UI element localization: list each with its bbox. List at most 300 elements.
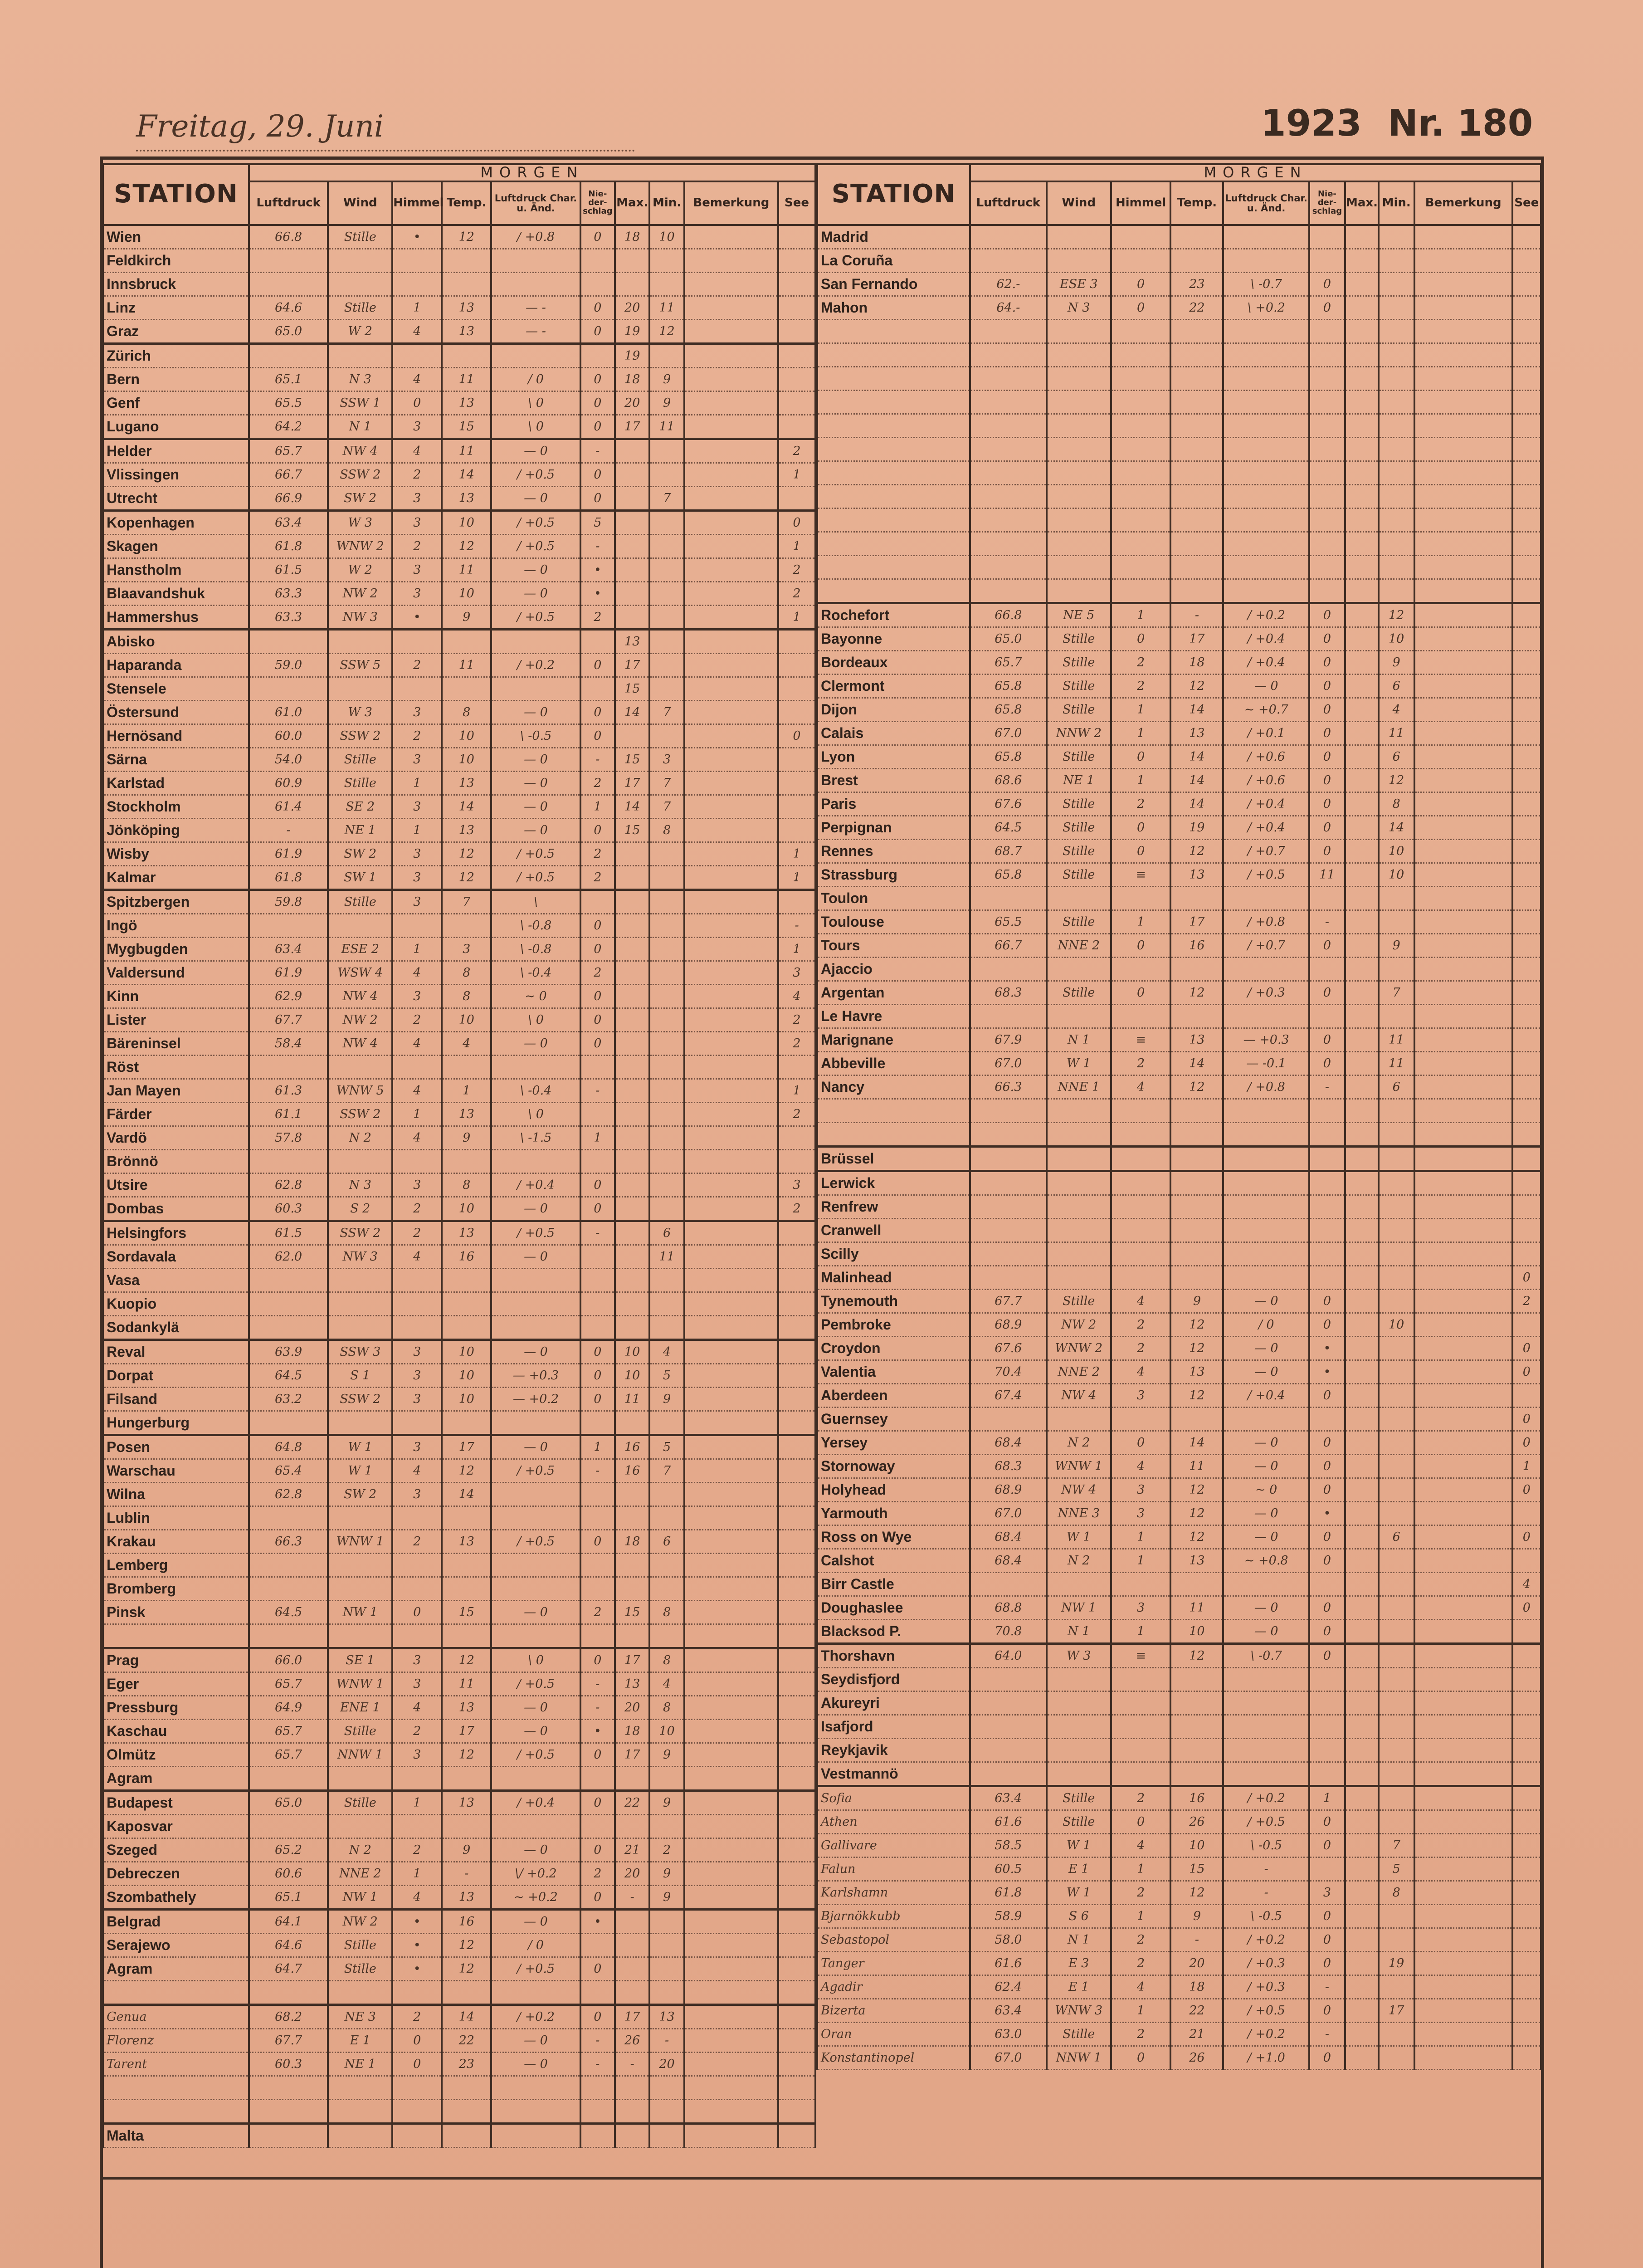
niederschlag-cell: [580, 1624, 615, 1648]
station-name: Konstantinopel: [817, 2046, 970, 2069]
char-cell: [1223, 343, 1309, 367]
luftdruck-cell: 64.-: [970, 296, 1047, 319]
wind-cell: NE 5: [1047, 603, 1111, 627]
niederschlag-cell: [580, 272, 615, 296]
see-cell: 1: [778, 1079, 815, 1102]
min-cell: [1379, 1715, 1414, 1738]
station-row: [817, 367, 1541, 390]
himmel-cell: [392, 629, 442, 653]
station-name: Utrecht: [103, 486, 249, 510]
char-cell: \ -0.4: [491, 961, 580, 984]
station-row: [817, 1928, 1541, 1951]
max-cell: 10: [615, 1339, 649, 1364]
wind-cell: Stille: [328, 890, 392, 914]
max-cell: [1345, 1454, 1379, 1478]
see-cell: [1512, 461, 1541, 484]
wind-cell: W 1: [1047, 1833, 1111, 1857]
luftdruck-cell: 65.2: [249, 1838, 328, 1862]
max-cell: [1345, 1596, 1379, 1619]
bemerkung-cell: [1414, 1999, 1512, 2022]
luftdruck-cell: [970, 555, 1047, 579]
bemerkung-cell: [1414, 698, 1512, 721]
char-cell: / +0.8: [1223, 910, 1309, 934]
left-station-table: [102, 163, 816, 2148]
see-cell: [1512, 981, 1541, 1004]
luftdruck-cell: 61.3: [249, 1079, 328, 1102]
station-row: [103, 1482, 815, 1506]
see-cell: [1512, 957, 1541, 981]
station-row: [817, 1028, 1541, 1051]
luftdruck-cell: [970, 437, 1047, 461]
temp-cell: [442, 629, 491, 653]
char-cell: \ -0.5: [491, 724, 580, 748]
temp-cell: 23: [1170, 272, 1223, 296]
see-cell: [1512, 1833, 1541, 1857]
temp-cell: 10: [442, 748, 491, 771]
min-cell: [1379, 957, 1414, 981]
bemerkung-cell: [684, 1387, 778, 1411]
bemerkung-cell: [684, 510, 778, 534]
wind-cell: NW 2: [328, 1008, 392, 1031]
himmel-cell: 4: [392, 1245, 442, 1268]
temp-cell: [442, 1292, 491, 1315]
luftdruck-cell: 68.8: [970, 1596, 1047, 1619]
char-cell: ~ +0.2: [491, 1885, 580, 1909]
bemerkung-cell: [1414, 1146, 1512, 1171]
himmel-cell: 4: [1111, 1975, 1171, 1999]
min-cell: 9: [649, 1862, 684, 1885]
max-cell: [1345, 272, 1379, 296]
himmel-cell: [1111, 1218, 1171, 1242]
min-cell: 8: [649, 1648, 684, 1672]
temp-cell: 17: [1170, 627, 1223, 650]
wind-cell: NW 3: [328, 1245, 392, 1268]
station-name: Bjarnökkubb: [817, 1904, 970, 1928]
station-row: [103, 1862, 815, 1885]
station-row: [103, 225, 815, 249]
char-cell: / +0.5: [1223, 1810, 1309, 1833]
char-cell: / +0.5: [491, 534, 580, 558]
max-cell: [1345, 1146, 1379, 1171]
char-cell: / +0.2: [1223, 1928, 1309, 1951]
temp-cell: 10: [442, 510, 491, 534]
luftdruck-cell: 67.0: [970, 2046, 1047, 2069]
temp-cell: [442, 1553, 491, 1577]
temp-cell: 8: [442, 961, 491, 984]
himmel-cell: 3: [392, 1364, 442, 1387]
see-cell: [1512, 1738, 1541, 1762]
station-name: Utsire: [103, 1173, 249, 1197]
min-cell: [1379, 343, 1414, 367]
station-row: [817, 1146, 1541, 1171]
luftdruck-cell: 62.9: [249, 984, 328, 1008]
niederschlag-cell: 0: [1309, 1833, 1345, 1857]
see-cell: [1512, 1099, 1541, 1122]
min-cell: 11: [1379, 1028, 1414, 1051]
see-cell: [778, 367, 815, 391]
max-cell: [1345, 461, 1379, 484]
max-cell: [615, 1079, 649, 1102]
bemerkung-cell: [1414, 1195, 1512, 1218]
wind-cell: N 2: [328, 1838, 392, 1862]
max-cell: [615, 1268, 649, 1292]
max-cell: [615, 2099, 649, 2123]
niederschlag-cell: •: [580, 1909, 615, 1933]
luftdruck-cell: [249, 1553, 328, 1577]
niederschlag-cell: [580, 1553, 615, 1577]
char-cell: / +0.5: [491, 1957, 580, 1980]
see-cell: [1512, 1242, 1541, 1266]
bemerkung-cell: [684, 1008, 778, 1031]
station-row: [817, 272, 1541, 296]
max-cell: [615, 1957, 649, 1980]
luftdruck-cell: 65.7: [249, 1672, 328, 1696]
char-cell: [491, 1149, 580, 1173]
station-name: Ajaccio: [817, 957, 970, 981]
see-cell: [778, 1530, 815, 1553]
see-cell: [778, 1743, 815, 1766]
wind-cell: N 3: [328, 367, 392, 391]
station-name: Valentia: [817, 1360, 970, 1383]
bemerkung-cell: [684, 1885, 778, 1909]
bemerkung-cell: [1414, 674, 1512, 698]
wind-cell: Stille: [328, 771, 392, 795]
min-cell: 9: [649, 1743, 684, 1766]
max-cell: [1345, 1336, 1379, 1360]
station-row: [103, 795, 815, 818]
temp-cell: 13: [442, 771, 491, 795]
min-cell: 7: [649, 486, 684, 510]
min-cell: [649, 914, 684, 937]
bemerkung-cell: [684, 1909, 778, 1933]
see-cell: 2: [778, 439, 815, 463]
himmel-cell: 3: [1111, 1596, 1171, 1619]
station-name: Bäreninsel: [103, 1031, 249, 1055]
station-row: [103, 582, 815, 605]
niederschlag-cell: [1309, 225, 1345, 249]
station-row: [817, 816, 1541, 839]
see-cell: [1512, 249, 1541, 272]
himmel-cell: [1111, 508, 1171, 532]
char-cell: [491, 343, 580, 367]
char-cell: / 0: [1223, 1313, 1309, 1336]
station-name: [817, 319, 970, 343]
min-cell: [649, 1008, 684, 1031]
char-cell: \ -1.5: [491, 1126, 580, 1149]
min-cell: 5: [649, 1435, 684, 1459]
luftdruck-cell: [970, 343, 1047, 367]
see-cell: 3: [778, 961, 815, 984]
station-name: Holyhead: [817, 1478, 970, 1501]
bemerkung-cell: [684, 1482, 778, 1506]
niederschlag-cell: [1309, 414, 1345, 437]
station-name: Östersund: [103, 700, 249, 724]
wind-cell: Stille: [1047, 627, 1111, 650]
char-cell: — 0: [1223, 1289, 1309, 1313]
niederschlag-cell: 0: [1309, 792, 1345, 816]
station-name: [103, 1624, 249, 1648]
min-cell: [649, 1957, 684, 1980]
himmel-cell: [1111, 461, 1171, 484]
luftdruck-cell: [970, 1691, 1047, 1715]
station-header: STATION: [817, 164, 970, 225]
niederschlag-cell: -: [580, 1079, 615, 1102]
niederschlag-cell: 0: [580, 486, 615, 510]
himmel-cell: [392, 1980, 442, 2004]
char-cell: — 0: [491, 439, 580, 463]
min-cell: [649, 984, 684, 1008]
char-cell: \ -0.7: [1223, 1643, 1309, 1667]
char-cell: ~ 0: [1223, 1478, 1309, 1501]
max-cell: 17: [615, 1743, 649, 1766]
station-name: Hernösand: [103, 724, 249, 748]
temp-cell: 21: [1170, 2022, 1223, 2046]
himmel-cell: 4: [392, 1126, 442, 1149]
temp-cell: 16: [442, 1909, 491, 1933]
wind-cell: E 1: [328, 2028, 392, 2052]
bemerkung-cell: [684, 272, 778, 296]
station-name: Lister: [103, 1008, 249, 1031]
max-cell: 13: [615, 629, 649, 653]
max-cell: [1345, 1122, 1379, 1146]
wind-cell: [1047, 957, 1111, 981]
max-cell: [1345, 1195, 1379, 1218]
himmel-cell: 0: [392, 391, 442, 415]
station-name: Spitzbergen: [103, 890, 249, 914]
temp-cell: [1170, 437, 1223, 461]
luftdruck-cell: 64.8: [249, 1435, 328, 1459]
max-cell: [1345, 1999, 1379, 2022]
station-name: Serajewo: [103, 1933, 249, 1957]
bemerkung-cell: [1414, 1643, 1512, 1667]
temp-cell: [442, 2099, 491, 2123]
wind-cell: N 1: [1047, 1619, 1111, 1643]
wind-cell: NNW 1: [328, 1743, 392, 1766]
station-name: Hungerburg: [103, 1411, 249, 1435]
station-row: [103, 439, 815, 463]
min-cell: 20: [649, 2052, 684, 2076]
char-cell: — 0: [491, 1031, 580, 1055]
station-row: [817, 1857, 1541, 1881]
station-name: Kuopio: [103, 1292, 249, 1315]
niederschlag-cell: [580, 1766, 615, 1790]
bemerkung-cell: [684, 914, 778, 937]
luftdruck-cell: [249, 1506, 328, 1530]
min-cell: 8: [649, 818, 684, 842]
wind-cell: Stille: [1047, 2022, 1111, 2046]
luftdruck-cell: 66.7: [970, 934, 1047, 957]
char-cell: / +0.7: [1223, 839, 1309, 863]
see-cell: [778, 1482, 815, 1506]
niederschlag-cell: -: [1309, 2022, 1345, 2046]
himmel-cell: 2: [1111, 1786, 1171, 1810]
max-cell: 16: [615, 1435, 649, 1459]
bemerkung-cell: [684, 391, 778, 415]
station-row: [817, 1360, 1541, 1383]
wind-cell: [328, 1980, 392, 2004]
right-table-panel: [816, 163, 1542, 2070]
morgen-header: MORGEN: [249, 164, 815, 181]
niederschlag-cell: 0: [1309, 816, 1345, 839]
station-name: Le Havre: [817, 1004, 970, 1028]
char-cell: [1223, 1715, 1309, 1738]
station-name: Bayonne: [817, 627, 970, 650]
station-name: Guernsey: [817, 1407, 970, 1431]
station-name: Lugano: [103, 415, 249, 439]
min-cell: 9: [649, 1885, 684, 1909]
bemerkung-cell: [1414, 461, 1512, 484]
min-cell: 9: [649, 391, 684, 415]
char-cell: [1223, 461, 1309, 484]
min-cell: [1379, 1171, 1414, 1195]
see-cell: [778, 1339, 815, 1364]
max-cell: [615, 961, 649, 984]
luftdruck-cell: 66.3: [970, 1075, 1047, 1099]
luftdruck-cell: 64.5: [249, 1600, 328, 1624]
luftdruck-cell: 61.8: [970, 1881, 1047, 1904]
station-row: [817, 768, 1541, 792]
see-cell: [778, 1624, 815, 1648]
min-cell: 4: [649, 1339, 684, 1364]
wind-cell: N 1: [328, 415, 392, 439]
max-cell: [615, 1553, 649, 1577]
himmel-cell: [1111, 1407, 1171, 1431]
bemerkung-cell: [1414, 532, 1512, 555]
min-cell: 5: [1379, 1857, 1414, 1881]
see-cell: [778, 2052, 815, 2076]
max-cell: 15: [615, 818, 649, 842]
station-row: [817, 1195, 1541, 1218]
temp-cell: 12: [1170, 1075, 1223, 1099]
bemerkung-cell: [1414, 910, 1512, 934]
temp-cell: [442, 1506, 491, 1530]
temp-cell: [442, 343, 491, 367]
temp-cell: 13: [1170, 863, 1223, 886]
temp-cell: 15: [442, 1600, 491, 1624]
luftdruck-cell: [249, 2076, 328, 2099]
luftdruck-cell: 65.5: [970, 910, 1047, 934]
wind-cell: WSW 4: [328, 961, 392, 984]
temp-cell: 10: [442, 1339, 491, 1364]
bemerkung-cell: [684, 1790, 778, 1814]
niederschlag-cell: 0: [1309, 296, 1345, 319]
himmel-cell: 0: [1111, 296, 1171, 319]
bemerkung-cell: [684, 2028, 778, 2052]
station-name: Särna: [103, 748, 249, 771]
himmel-cell: 3: [392, 1672, 442, 1696]
wind-cell: SSW 5: [328, 653, 392, 677]
niederschlag-cell: 2: [580, 961, 615, 984]
luftdruck-cell: 62.-: [970, 272, 1047, 296]
see-cell: [778, 2123, 815, 2147]
luftdruck-cell: 65.7: [249, 1719, 328, 1743]
see-cell: [1512, 1218, 1541, 1242]
station-row: [103, 914, 815, 937]
max-cell: [1345, 650, 1379, 674]
bemerkung-cell: [684, 1743, 778, 1766]
luftdruck-cell: 68.9: [970, 1478, 1047, 1501]
wind-cell: E 1: [1047, 1857, 1111, 1881]
wind-cell: [1047, 1171, 1111, 1195]
wind-cell: E 3: [1047, 1951, 1111, 1975]
station-name: Pembroke: [817, 1313, 970, 1336]
bemerkung-cell: [1414, 484, 1512, 508]
niederschlag-cell: 0: [580, 1743, 615, 1766]
himmel-cell: 4: [392, 961, 442, 984]
station-name: Tours: [817, 934, 970, 957]
min-cell: 13: [649, 2004, 684, 2028]
station-row: [103, 890, 815, 914]
niederschlag-cell: 5: [580, 510, 615, 534]
niederschlag-cell: 2: [580, 605, 615, 629]
station-row: [103, 2123, 815, 2147]
niederschlag-cell: 1: [580, 1435, 615, 1459]
niederschlag-cell: [1309, 437, 1345, 461]
wind-cell: NNE 2: [1047, 1360, 1111, 1383]
min-cell: [649, 439, 684, 463]
wind-cell: W 3: [1047, 1643, 1111, 1667]
bemerkung-cell: [684, 296, 778, 319]
bemerkung-cell: [684, 1553, 778, 1577]
bemerkung-cell: [684, 961, 778, 984]
luftdruck-cell: [249, 914, 328, 937]
station-row: [103, 319, 815, 343]
station-row: [817, 249, 1541, 272]
luftdruck-cell: [970, 367, 1047, 390]
station-name: Karlshamn: [817, 1881, 970, 1904]
luftdruck-cell: 67.7: [970, 1289, 1047, 1313]
station-name: Linz: [103, 296, 249, 319]
luftdruck-cell: [970, 1171, 1047, 1195]
station-row: [103, 1102, 815, 1126]
min-cell: [649, 1909, 684, 1933]
himmel-cell: •: [392, 1909, 442, 1933]
wind-cell: NW 2: [328, 582, 392, 605]
see-cell: [778, 1387, 815, 1411]
temp-cell: 13: [1170, 1028, 1223, 1051]
wind-header: Wind: [1047, 181, 1111, 225]
niederschlag-cell: [580, 1245, 615, 1268]
station-row: [103, 1221, 815, 1245]
temp-cell: 14: [442, 1482, 491, 1506]
see-cell: [1512, 2046, 1541, 2069]
luftdruck-cell: 64.5: [970, 816, 1047, 839]
char-cell: \ 0: [491, 391, 580, 415]
station-row: [103, 2004, 815, 2028]
luftdruck-cell: 60.3: [249, 2052, 328, 2076]
min-cell: [1379, 1928, 1414, 1951]
char-cell: [491, 1553, 580, 1577]
himmel-cell: 2: [392, 724, 442, 748]
niederschlag-cell: 0: [580, 914, 615, 937]
char-cell: — +0.2: [491, 1387, 580, 1411]
temp-cell: 14: [1170, 745, 1223, 768]
station-row: [817, 1218, 1541, 1242]
station-name: Olmütz: [103, 1743, 249, 1766]
right-table-body: [817, 225, 1541, 2070]
station-name: Karlstad: [103, 771, 249, 795]
himmel-cell: 2: [1111, 674, 1171, 698]
temp-cell: [1170, 886, 1223, 910]
himmel-cell: 0: [1111, 1431, 1171, 1454]
bemerkung-cell: [684, 439, 778, 463]
luftdruck-cell: 63.4: [249, 510, 328, 534]
temp-header: Temp.: [442, 181, 491, 225]
bemerkung-cell: [1414, 1360, 1512, 1383]
temp-cell: [442, 1766, 491, 1790]
min-cell: [1379, 1738, 1414, 1762]
station-name: Doughaslee: [817, 1596, 970, 1619]
